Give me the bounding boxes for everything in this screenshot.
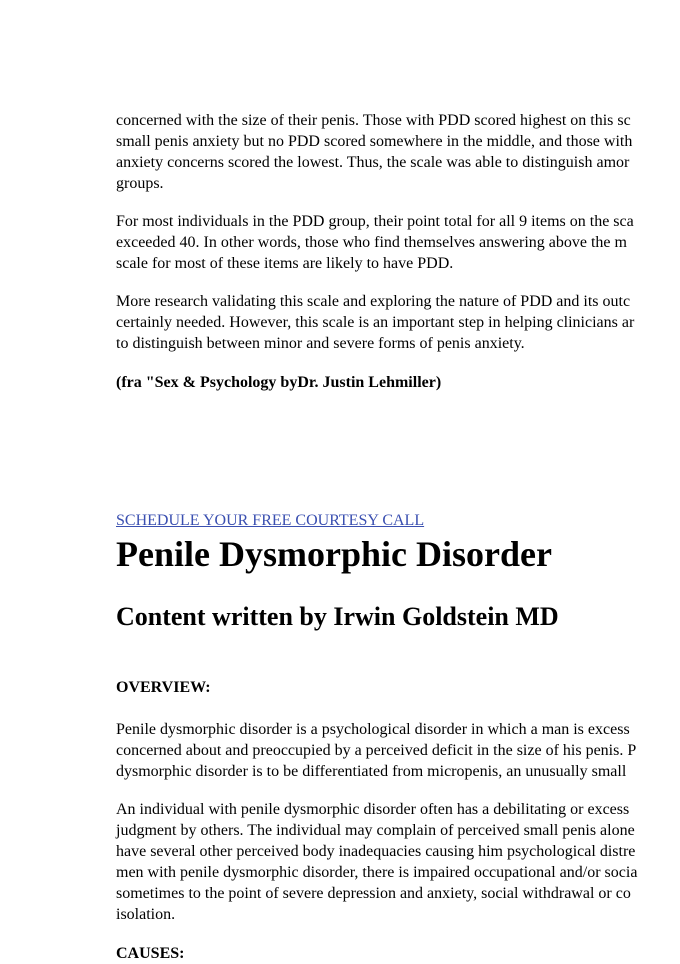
schedule-call-link[interactable]: SCHEDULE YOUR FREE COURTESY CALL — [116, 512, 425, 529]
text-line: concerned with the size of their penis. Those with PDD scored highest on this sc — [116, 112, 631, 129]
causes-heading: CAUSES: — [116, 945, 185, 962]
text-line: men with penile dysmorphic disorder, there is impaired occupational and/or socia — [116, 864, 638, 881]
page-title: Penile Dysmorphic Disorder — [116, 534, 552, 574]
text-line: dysmorphic disorder is to be differentiated from micropenis, an unusually small — [116, 763, 627, 780]
text-line: An individual with penile dysmorphic disorder often has a debilitating or excess — [116, 801, 630, 818]
paragraph-more-research — [116, 291, 634, 354]
text-line: Penile dysmorphic disorder is a psychological disorder in which a man is excess — [116, 721, 630, 738]
author-byline: Content written by Irwin Goldstein MD — [116, 602, 559, 631]
text-line: groups. — [116, 175, 164, 192]
paragraph-point-total — [116, 211, 634, 274]
text-line: to distinguish between minor and severe forms of penis anxiety. — [116, 335, 525, 352]
text-line: sometimes to the point of severe depression and anxiety, social withdrawal or co — [116, 885, 631, 902]
document-page — [116, 0, 680, 963]
text-line: anxiety concerns scored the lowest. Thus, the scale was able to distinguish amor — [116, 154, 630, 171]
text-line: certainly needed. However, this scale is an important step in helping clinicians ar — [116, 314, 635, 331]
text-line: scale for most of these items are likely to have PDD. — [116, 255, 454, 272]
text-line: judgment by others. The individual may complain of perceived small penis alone — [116, 822, 635, 839]
text-line: have several other perceived body inadequacies causing him psychological distre — [116, 843, 636, 860]
text-line: exceeded 40. In other words, those who find themselves answering above the m — [116, 234, 627, 251]
text-line: concerned about and preoccupied by a perceived deficit in the size of his penis. P — [116, 742, 637, 759]
text-line: More research validating this scale and exploring the nature of PDD and its outc — [116, 293, 631, 310]
citation: (fra "Sex & Psychology byDr. Justin Lehmiller) — [116, 374, 442, 391]
overview-heading: OVERVIEW: — [116, 679, 211, 696]
paragraph-overview-symptoms — [116, 799, 637, 925]
text-line: isolation. — [116, 906, 176, 923]
text-line: For most individuals in the PDD group, their point total for all 9 items on the sca — [116, 213, 634, 230]
paragraph-overview-definition — [116, 719, 636, 782]
paragraph-scale-results — [116, 110, 632, 194]
text-line: small penis anxiety but no PDD scored somewhere in the middle, and those with — [116, 133, 633, 150]
